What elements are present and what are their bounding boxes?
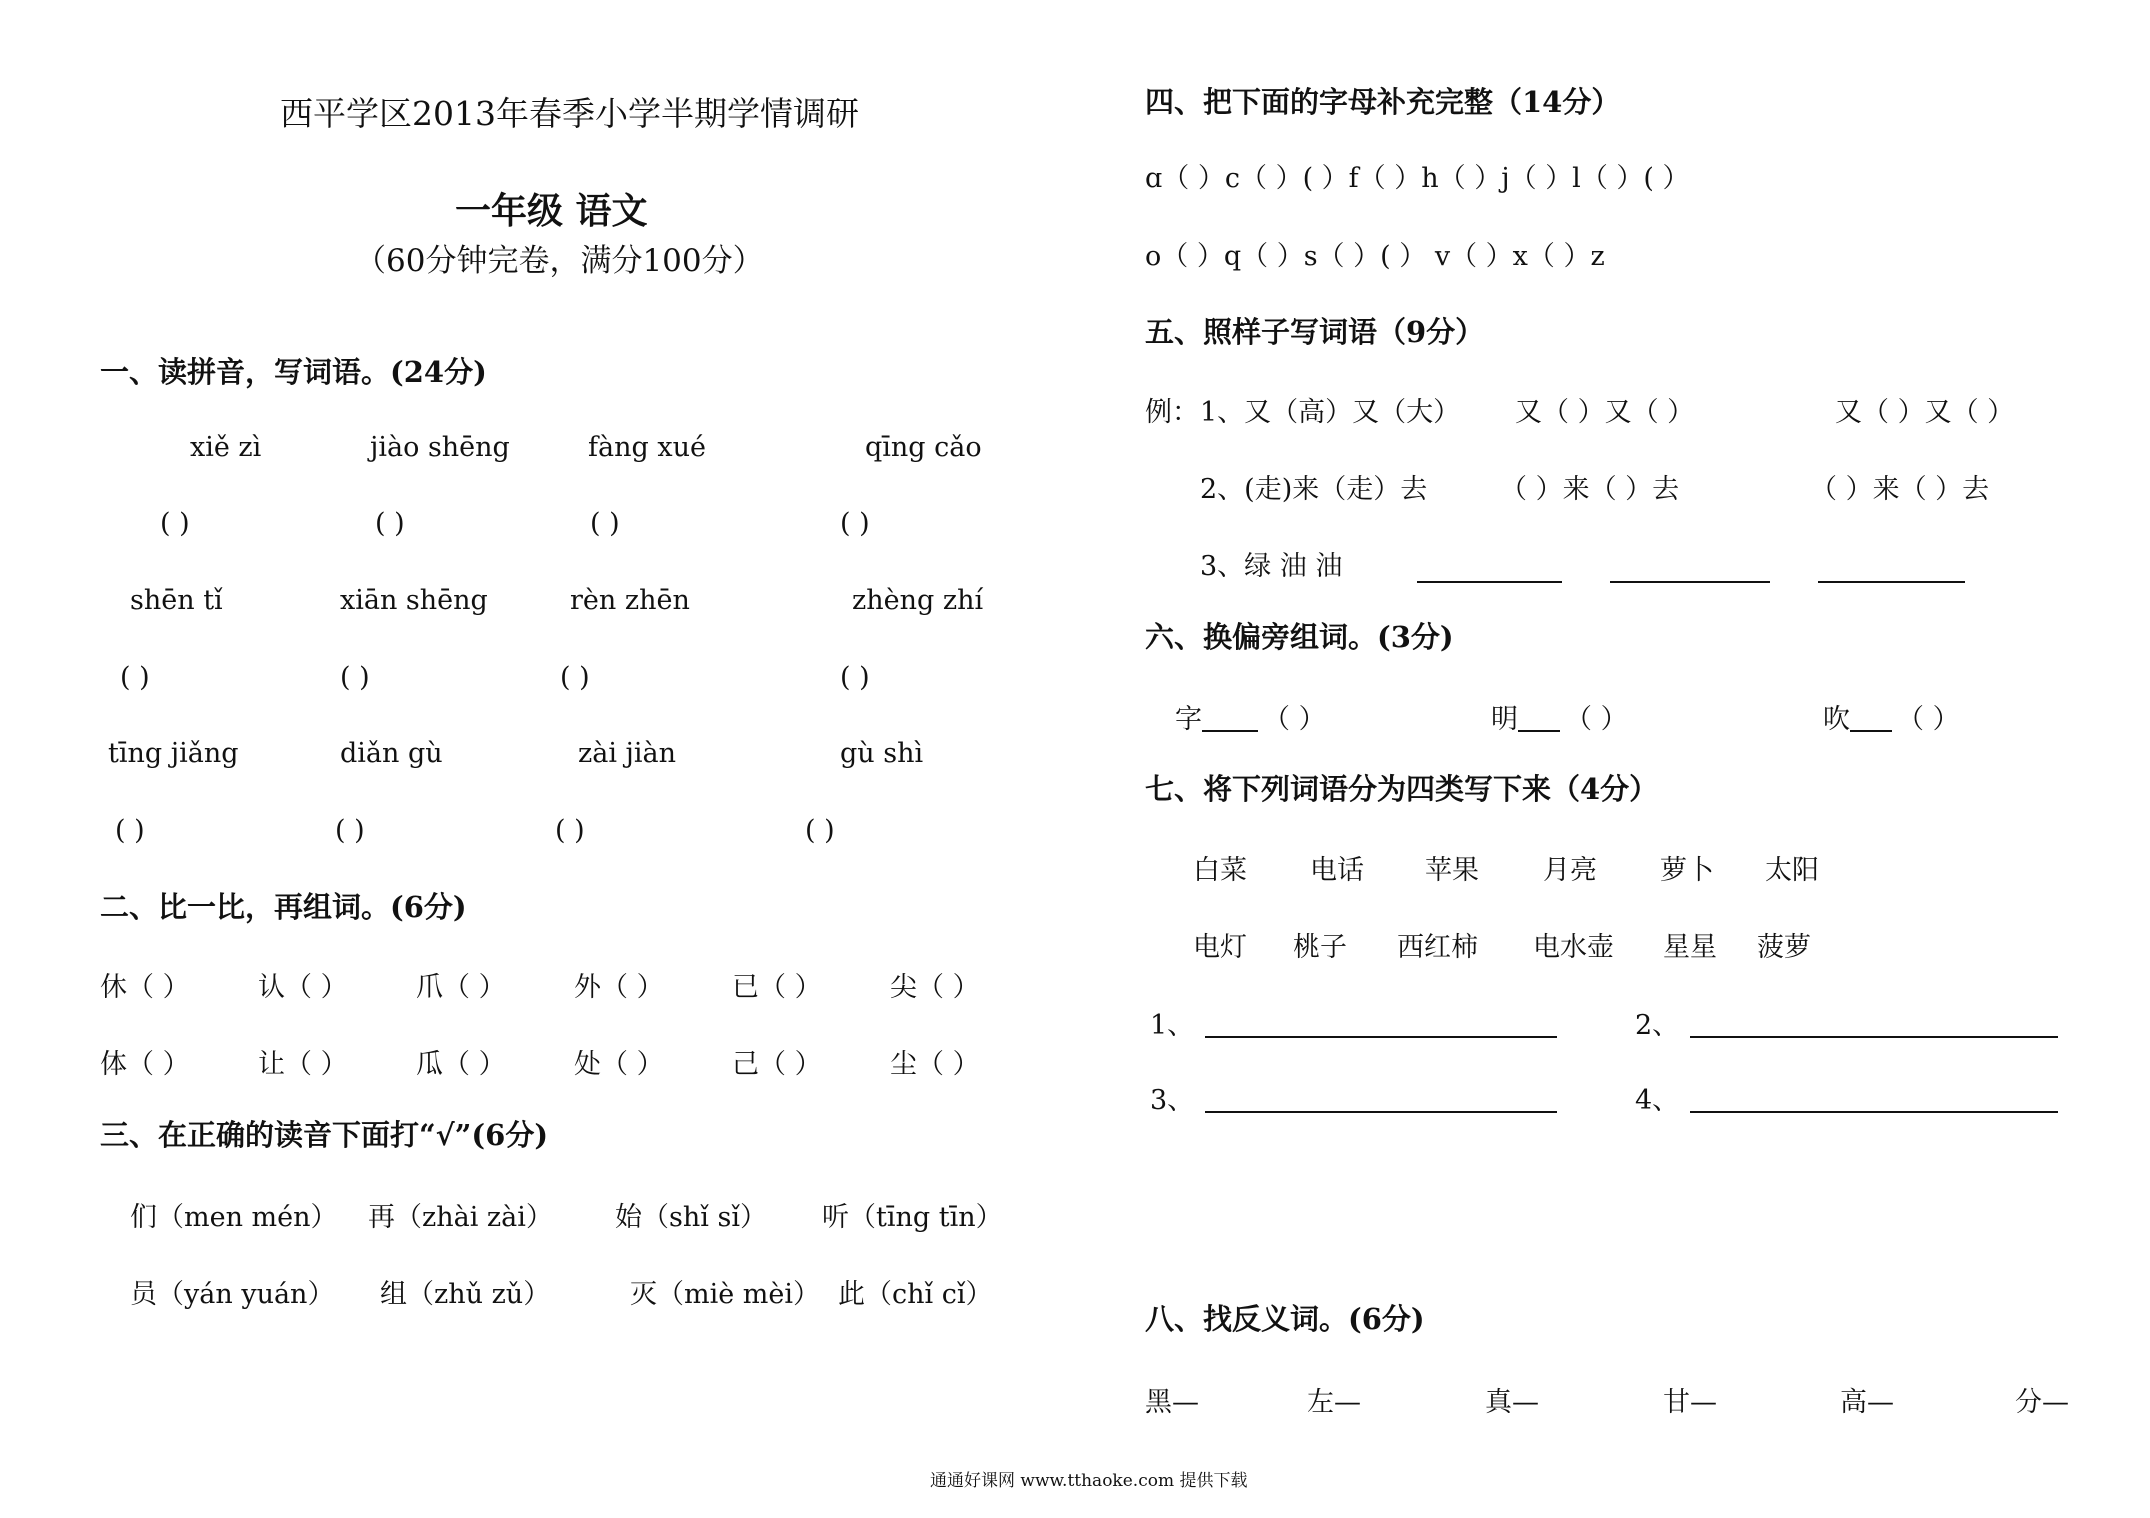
radical-char: 吹 [1823,704,1850,735]
answer-blank[interactable]: ( ) [335,815,365,846]
pinyin-item: zhèng zhí [852,585,984,616]
compare-item[interactable]: 己（ ） [732,1049,822,1080]
compare-item[interactable]: 认（ ） [258,972,348,1003]
answer-blank[interactable]: ( ) [590,508,620,539]
letters-row-1[interactable]: ɑ（ ）c（ ）( ）f（ ）h（ ）j（ ）l（ ）( ） [1145,163,1690,194]
reading-item[interactable]: 员（yán yuán） [130,1279,335,1310]
reading-item[interactable]: 灭（miè mèi） [630,1279,821,1310]
compare-item[interactable]: 尘（ ） [890,1049,980,1080]
radical-paren[interactable]: （ ） [1565,704,1628,735]
answer-blank[interactable]: ( ) [805,815,835,846]
example-label: 例： [1145,397,1199,428]
radical-char: 字 [1175,704,1202,735]
reading-item[interactable]: 再（zhài zài） [368,1202,553,1233]
section-4-heading: 四、把下面的字母补充完整（14分） [1145,85,1621,119]
grade-subject: 一年级 语文 [455,190,648,232]
word-item: 电水壶 [1533,932,1614,963]
category-line[interactable] [1690,1082,2058,1113]
compare-item[interactable]: 已（ ） [732,972,822,1003]
compare-item[interactable]: 尖（ ） [890,972,980,1003]
write-line[interactable] [1610,552,1770,583]
antonym-item[interactable]: 黑— [1145,1387,1199,1418]
antonym-item[interactable]: 高— [1840,1387,1894,1418]
compare-item[interactable]: 瓜（ ） [416,1049,506,1080]
category-line[interactable] [1205,1007,1557,1038]
reading-item[interactable]: 听（tīng tīn） [822,1202,1003,1233]
word-item: 星星 [1663,932,1717,963]
category-line[interactable] [1205,1082,1557,1113]
pattern-blank[interactable]: 又（ ）又（ ） [1515,397,1695,428]
category-label: 4、 [1635,1085,1680,1116]
pinyin-item: xiān shēng [340,585,488,616]
answer-blank[interactable]: ( ) [560,662,590,693]
pinyin-item: jiào shēng [370,432,510,463]
answer-blank[interactable]: ( ) [120,662,150,693]
compare-item[interactable]: 爪（ ） [416,972,506,1003]
antonym-item[interactable]: 真— [1485,1387,1539,1418]
radical-paren[interactable]: （ ） [1263,704,1326,735]
pattern-example: 3、绿 油 油 [1200,551,1343,582]
word-item: 苹果 [1425,855,1479,886]
section-5-heading: 五、照样子写词语（9分） [1145,315,1485,349]
word-item: 电灯 [1193,932,1247,963]
antonym-item[interactable]: 甘— [1663,1387,1717,1418]
section-7-heading: 七、将下列词语分为四类写下来（4分） [1145,772,1659,806]
word-item: 电话 [1310,855,1364,886]
compare-item[interactable]: 休（ ） [100,972,190,1003]
category-label: 2、 [1635,1010,1680,1041]
radical-line[interactable] [1202,701,1258,732]
word-item: 白菜 [1193,855,1247,886]
answer-blank[interactable]: ( ) [340,662,370,693]
compare-item[interactable]: 处（ ） [574,1049,664,1080]
radical-char: 明 [1491,704,1518,735]
radical-line[interactable] [1850,701,1892,732]
antonym-item[interactable]: 分— [2015,1387,2069,1418]
pinyin-item: zài jiàn [578,738,677,769]
answer-blank[interactable]: ( ) [840,662,870,693]
radical-paren[interactable]: （ ） [1897,704,1960,735]
section-1-heading: 一、读拼音，写词语。(24分) [100,355,487,389]
answer-blank[interactable]: ( ) [375,508,405,539]
answer-blank[interactable]: ( ) [840,508,870,539]
section-6-heading: 六、换偏旁组词。(3分) [1145,620,1454,654]
pinyin-item: qīng cǎo [865,432,982,463]
pinyin-item: fàng xué [588,432,706,463]
reading-item[interactable]: 们（men mén） [130,1202,338,1233]
pinyin-item: gù shì [840,738,924,769]
category-label: 3、 [1150,1085,1195,1116]
word-item: 西红柿 [1397,932,1478,963]
pattern-example: 1、又（高）又（大） [1200,397,1461,428]
pinyin-item: rèn zhēn [570,585,690,616]
pinyin-item: tīng jiǎng [108,738,239,769]
word-item: 桃子 [1293,932,1347,963]
answer-blank[interactable]: ( ) [115,815,145,846]
section-2-heading: 二、比一比，再组词。(6分) [100,890,467,924]
time-note: （60分钟完卷，满分100分） [355,243,764,279]
letters-row-2[interactable]: o（ ）q（ ）s（ ）( ） v（ ）x（ ）z [1145,241,1605,272]
reading-item[interactable]: 始（shǐ sǐ） [615,1202,767,1233]
word-item: 月亮 [1543,855,1597,886]
pattern-blank[interactable]: （ ）来（ ）去 [1500,474,1680,505]
exam-title: 西平学区2013年春季小学半期学情调研 [280,94,859,133]
radical-line[interactable] [1518,701,1560,732]
reading-item[interactable]: 此（chǐ cǐ） [838,1279,993,1310]
category-line[interactable] [1690,1007,2058,1038]
pattern-blank[interactable]: 又（ ）又（ ） [1835,397,2015,428]
compare-item[interactable]: 体（ ） [100,1049,190,1080]
compare-item[interactable]: 外（ ） [574,972,664,1003]
pinyin-item: xiě zì [190,432,262,463]
footer-credit: 通通好课网 www.tthaoke.com 提供下载 [930,1471,1248,1491]
pattern-blank[interactable]: （ ）来（ ）去 [1810,474,1990,505]
pinyin-item: shēn tǐ [130,585,223,616]
pinyin-item: diǎn gù [340,738,443,769]
section-8-heading: 八、找反义词。(6分) [1145,1302,1425,1336]
write-line[interactable] [1818,552,1965,583]
category-label: 1、 [1150,1010,1195,1041]
word-item: 太阳 [1765,855,1819,886]
pattern-example: 2、(走)来（走）去 [1200,474,1428,505]
antonym-item[interactable]: 左— [1307,1387,1361,1418]
word-item: 萝卜 [1660,855,1714,886]
word-item: 菠萝 [1757,932,1811,963]
answer-blank[interactable]: ( ) [555,815,585,846]
section-3-heading: 三、在正确的读音下面打“√”(6分) [100,1118,549,1152]
answer-blank[interactable]: ( ) [160,508,190,539]
write-line[interactable] [1417,552,1562,583]
reading-item[interactable]: 组（zhǔ zǔ） [380,1279,551,1310]
compare-item[interactable]: 让（ ） [258,1049,348,1080]
